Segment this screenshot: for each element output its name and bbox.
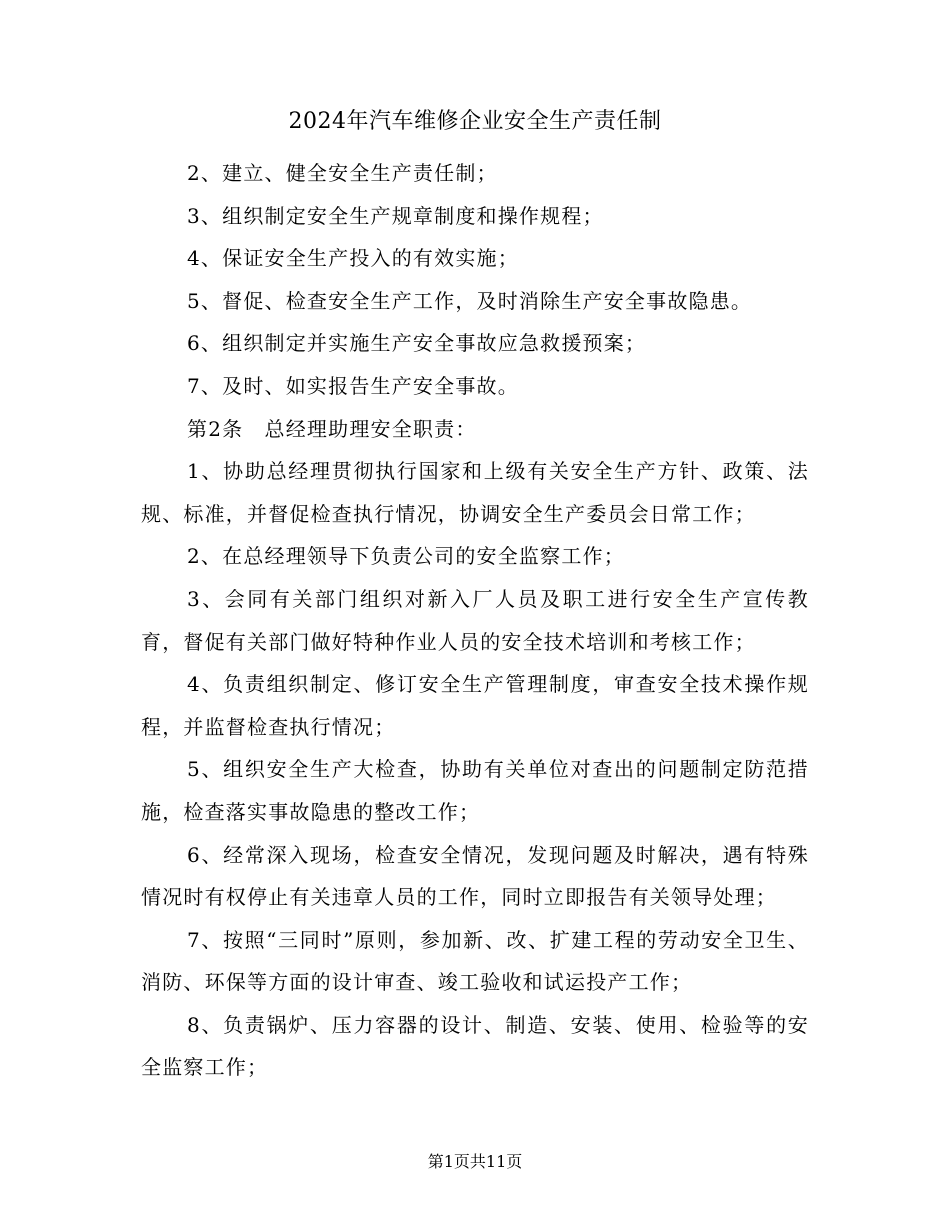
section-heading: 第2条 总经理助理安全职责：	[187, 416, 477, 441]
paragraph: 7、按照“三同时”原则，参加新、改、扩建工程的劳动安全卫生、消防、环保等方面的设计审查、竣工验收和试运投产工作；	[141, 927, 809, 995]
paragraph: 8、负责锅炉、压力容器的设计、制造、安装、使用、检验等的安全监察工作；	[141, 1012, 809, 1080]
paragraph: 7、及时、如实报告生产安全事故。	[187, 373, 519, 398]
paragraph: 6、经常深入现场，检查安全情况，发现问题及时解决，遇有特殊情况时有权停止有关违章人员的工作，同时立即报告有关领导处理；	[141, 842, 809, 910]
page-number-footer: 第1页共11页	[427, 1152, 523, 1171]
paragraph: 2、在总经理领导下负责公司的安全监察工作；	[187, 544, 625, 569]
paragraph: 2、建立、健全安全生产责任制；	[187, 161, 498, 185]
paragraph: 3、组织制定安全生产规章制度和操作规程；	[187, 203, 604, 228]
paragraph: 5、组织安全生产大检查，协助有关单位对查出的问题制定防范措施，检查落实事故隐患的整改工作；	[141, 757, 809, 824]
paragraph: 4、保证安全生产投入的有效实施；	[187, 246, 519, 271]
paragraph: 5、督促、检查安全生产工作，及时消除生产安全事故隐患。	[187, 288, 753, 313]
paragraph: 3、会同有关部门组织对新入厂人员及职工进行安全生产宣传教育，督促有关部门做好特种作业人员的安全技术培训和考核工作；	[141, 586, 809, 654]
paragraph: 4、负责组织制定、修订安全生产管理制度，审查安全技术操作规程，并监督检查执行情况；	[141, 672, 809, 739]
document-title: 2024年汽车维修企业安全生产责任制	[288, 109, 662, 134]
document-body	[141, 152, 809, 1089]
paragraph: 6、组织制定并实施生产安全事故应急救援预案；	[187, 331, 647, 356]
paragraph: 1、协助总经理贯彻执行国家和上级有关安全生产方针、政策、法规、标准，并督促检查执行情况，协调安全生产委员会日常工作；	[141, 459, 809, 526]
